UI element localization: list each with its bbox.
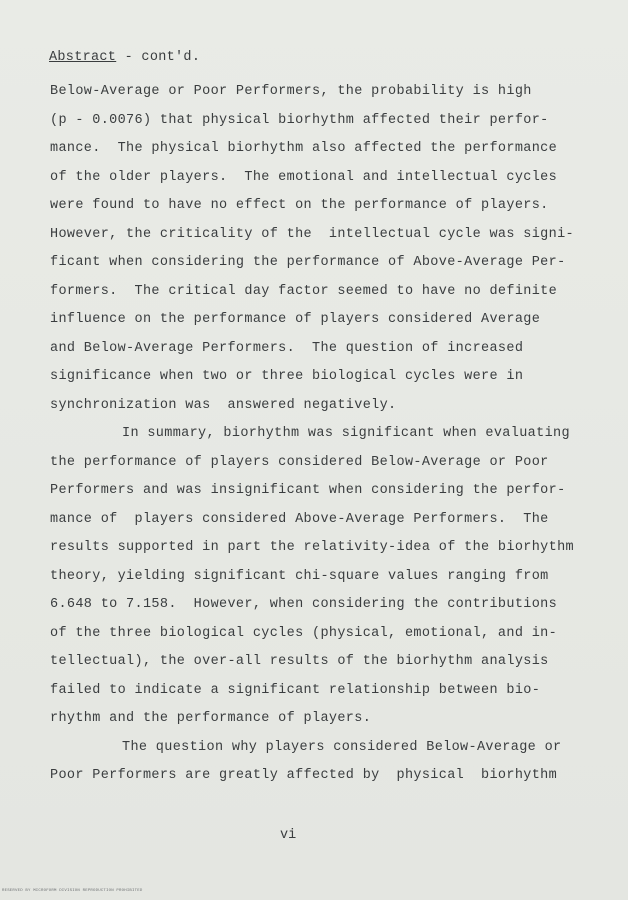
text-line-indented: In summary, biorhythm was significant when evaluating <box>122 426 570 441</box>
text-line: the performance of players considered Below-Average or Poor <box>50 454 549 470</box>
text-line: results supported in part the relativity-idea of the biorhythm <box>50 540 574 555</box>
text-line: ficant when considering the performance of Above-Average Per- <box>50 255 566 270</box>
text-line: However, the criticality of the intellectual cycle was signi- <box>50 226 574 242</box>
text-line: formers. The critical day factor seemed to have no definite <box>50 283 558 299</box>
abstract-heading <box>49 50 200 65</box>
abstract-body <box>50 78 590 791</box>
text-line: Performers and was insignificant when considering the perfor- <box>50 483 566 498</box>
text-line-indented: The question why players considered Below-Average or <box>122 739 562 755</box>
text-line: failed to indicate a significant relationship between bio- <box>50 682 541 698</box>
text-line: tellectual), the over-all results of the biorhythm analysis <box>50 654 549 669</box>
heading-suffix: - cont'd. <box>116 50 201 65</box>
text-line: rhythm and the performance of players. <box>50 711 372 726</box>
text-line: were found to have no effect on the performance of players. <box>50 198 549 213</box>
microform-footer: RESERVED BY MICROFORM DIVISION REPRODUCTION PROHIBITED <box>2 889 143 893</box>
text-line: of the older players. The emotional and intellectual cycles <box>50 169 558 185</box>
text-line: Poor Performers are greatly affected by physical biorhythm <box>50 768 558 783</box>
heading-title: Abstract <box>49 50 117 65</box>
text-line: synchronization was answered negatively. <box>50 397 397 413</box>
text-line: Below-Average or Poor Performers, the probability is high <box>50 84 532 99</box>
text-line: theory, yielding significant chi-square values ranging from <box>50 568 549 584</box>
text-line: influence on the performance of players considered Average <box>50 312 541 327</box>
text-line: (p - 0.0076) that physical biorhythm affected their perfor- <box>50 112 549 128</box>
text-line: of the three biological cycles (physical, emotional, and in- <box>50 625 558 641</box>
text-line: mance. The physical biorhythm also affected the performance <box>50 141 558 156</box>
page-number: vi <box>280 828 297 843</box>
text-line: mance of players considered Above-Average Performers. The <box>50 511 549 527</box>
text-line: 6.648 to 7.158. However, when considering the contributions <box>50 597 558 612</box>
text-line: and Below-Average Performers. The question of increased <box>50 340 524 356</box>
text-line: significance when two or three biological cycles were in <box>50 369 524 384</box>
